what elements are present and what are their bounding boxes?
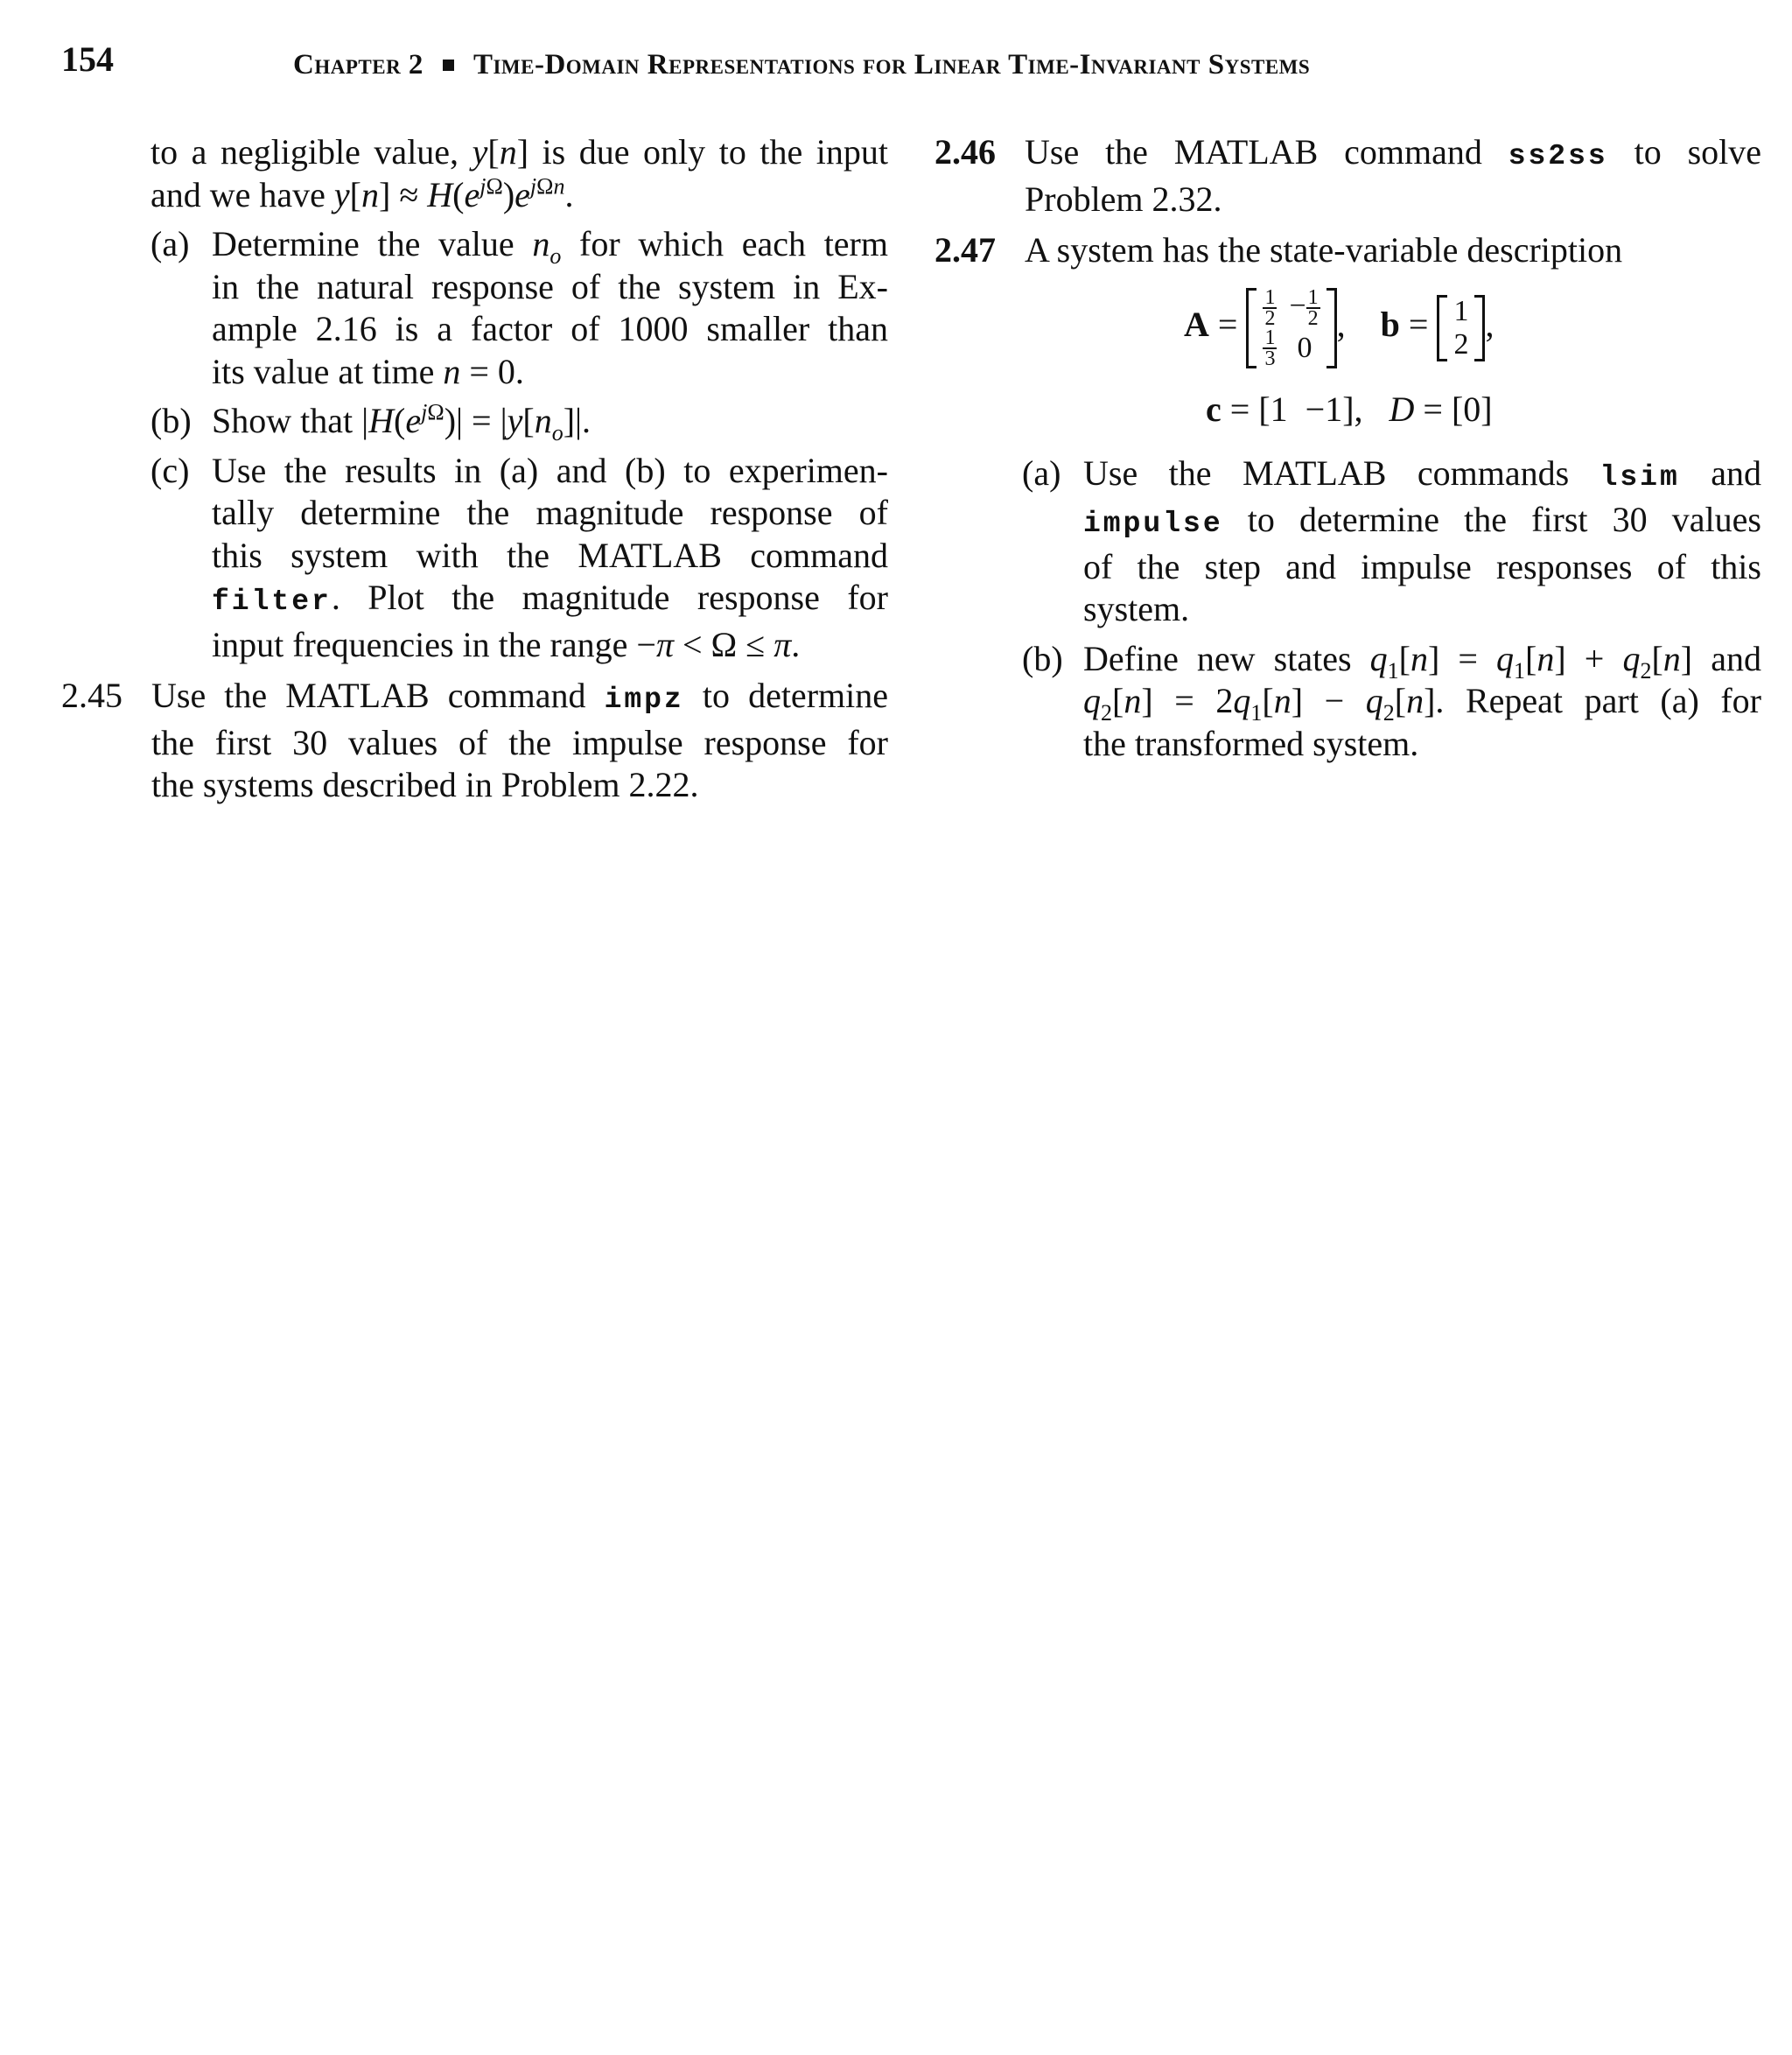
matrix-a-equation: A = $\frac{1}{2}$ − $\frac{1}{2}$ $\frac{1}{3}$ 0 , b = 1 2 , (1184, 285, 1494, 370)
problem-number: 2.47 (934, 230, 996, 270)
page-number: 154 (61, 39, 114, 79)
part-label: (b) (1022, 638, 1063, 678)
running-header (293, 49, 1728, 81)
problem-number: 2.45 (61, 676, 122, 715)
matlab-command: impulse (1083, 508, 1223, 540)
part-b: (b) Define new states $q_1[n] = q_1[n] + q_2[n]$ and $q_2[n] = 2q_1[n] - q_2[n]$. Repeat part (a) for the transformed system. (1022, 638, 1761, 763)
matrix-a: $\frac{1}{2}$ − $\frac{1}{2}$ $\frac{1}{3}$ 0 (1246, 288, 1336, 368)
part-label: (b) (150, 401, 192, 440)
part-b: (b) Show that $|H(e^{j\Omega})| = |y[n_o]|$. (150, 399, 592, 445)
problem-2-45: 2.45 Use the MATLAB command impz to determine the first 30 values of the impulse response for the systems described in Problem 2.22. (61, 676, 888, 804)
matlab-command: filter (212, 586, 332, 618)
problem-number: 2.46 (934, 132, 996, 172)
problem-2-44-continuation (61, 131, 888, 216)
part-c: (c) Use the results in (a) and (b) to experimen- tally determine the magnitude response of this system with the MATLAB command filter. Plot the magnitude response for input frequencies in the range −π < Ω ≤ π. (150, 450, 888, 664)
problem-2-46: 2.46 Use the MATLAB command ss2ss to solve Problem 2.32. (934, 132, 1761, 219)
matlab-command: impz (604, 684, 684, 716)
right-column (934, 131, 1761, 765)
chapter-label: Chapter 2 (293, 49, 424, 81)
part-label: (a) (150, 224, 190, 263)
text-line: and we have $y[n] \approx H(e^{j\Omega})e^{j\Omega n}$. (150, 173, 574, 214)
state-variable-equations (934, 285, 1761, 437)
part-label: (a) (1022, 452, 1061, 493)
problem-2-47: 2.47 A system has the state-variable description (934, 229, 1761, 272)
left-column (61, 131, 888, 807)
text-line: to a negligible value, y[n] is due only to the input (150, 132, 888, 172)
vector-b: 1 2 (1437, 295, 1485, 361)
part-a: (a) Use the MATLAB commands lsim and impulse to determine the first 30 values of the step and impulse responses of this system. (1022, 452, 1761, 628)
vector-c-equation: c = [1 −1], D = [0] (1206, 389, 1493, 429)
matlab-command: ss2ss (1508, 140, 1608, 172)
matlab-command: lsim (1600, 460, 1680, 494)
chapter-title: Time-Domain Representations for Linear Time-Invariant Systems (472, 49, 1311, 81)
bullet-separator (443, 60, 454, 71)
part-a: (a) Determine the value $n_o$ for which each term in the natural response of the system in Ex- ample 2.16 is a factor of 1000 smaller than its value at time n = 0. (150, 224, 888, 391)
part-label: (c) (150, 450, 190, 490)
